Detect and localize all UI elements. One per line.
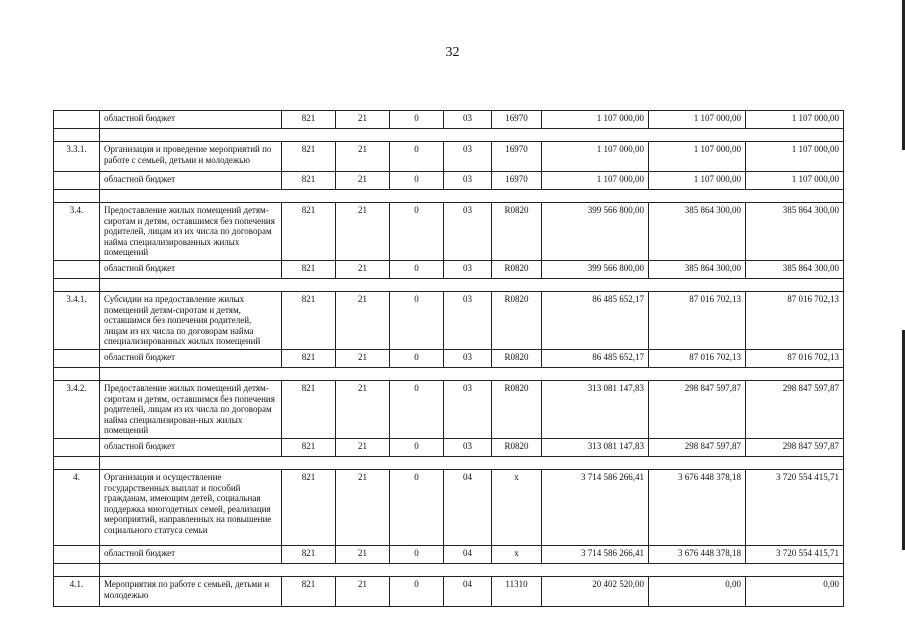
gap-cell bbox=[542, 129, 649, 142]
row-number: 3.4.1. bbox=[54, 292, 100, 350]
code-program: 21 bbox=[336, 261, 390, 279]
gap-cell bbox=[336, 279, 390, 292]
table-row-budget bbox=[54, 350, 844, 368]
code-event: 03 bbox=[444, 350, 492, 368]
gap-cell bbox=[336, 564, 390, 577]
code-direction: x bbox=[492, 546, 542, 564]
gap-cell bbox=[649, 564, 746, 577]
gap-cell bbox=[746, 129, 844, 142]
code-subprogram: 0 bbox=[390, 111, 444, 129]
row-number: 3.3.1. bbox=[54, 142, 100, 172]
code-direction: R0820 bbox=[492, 381, 542, 439]
code-subprogram: 0 bbox=[390, 381, 444, 439]
gap-cell bbox=[492, 129, 542, 142]
gap-cell bbox=[100, 564, 282, 577]
code-event: 04 bbox=[444, 546, 492, 564]
gap-cell bbox=[54, 457, 100, 470]
amount-year-1: 3 714 586 266,41 bbox=[542, 470, 649, 546]
code-direction: 16970 bbox=[492, 172, 542, 190]
amount-year-2: 1 107 000,00 bbox=[649, 111, 746, 129]
amount-year-3: 87 016 702,13 bbox=[746, 350, 844, 368]
amount-year-1: 86 485 652,17 bbox=[542, 292, 649, 350]
gap-cell bbox=[649, 457, 746, 470]
gap-cell bbox=[649, 190, 746, 203]
gap-cell bbox=[54, 279, 100, 292]
code-ministry: 821 bbox=[282, 203, 336, 261]
page-number: 32 bbox=[445, 45, 460, 60]
row-name: Организация и осуществление государственных выплат и пособий гражданам, имеющим детей, социальная поддержка многодетных семей, реализация мероприятий, направленных на повышение социального статуса семьи bbox=[100, 470, 282, 546]
row-number: 4. bbox=[54, 470, 100, 546]
code-subprogram: 0 bbox=[390, 470, 444, 546]
row-number bbox=[54, 350, 100, 368]
amount-year-1: 313 081 147,83 bbox=[542, 381, 649, 439]
gap-cell bbox=[282, 190, 336, 203]
code-program: 21 bbox=[336, 111, 390, 129]
amount-year-3: 1 107 000,00 bbox=[746, 142, 844, 172]
code-program: 21 bbox=[336, 546, 390, 564]
table-row-budget bbox=[54, 546, 844, 564]
code-subprogram: 0 bbox=[390, 261, 444, 279]
code-program: 21 bbox=[336, 470, 390, 546]
row-gap bbox=[54, 457, 844, 470]
code-direction: x bbox=[492, 470, 542, 546]
row-number bbox=[54, 111, 100, 129]
gap-cell bbox=[100, 279, 282, 292]
table-row bbox=[54, 203, 844, 261]
amount-year-2: 298 847 597,87 bbox=[649, 439, 746, 457]
code-subprogram: 0 bbox=[390, 292, 444, 350]
amount-year-3: 3 720 554 415,71 bbox=[746, 546, 844, 564]
amount-year-2: 385 864 300,00 bbox=[649, 261, 746, 279]
amount-year-2: 87 016 702,13 bbox=[649, 350, 746, 368]
gap-cell bbox=[542, 564, 649, 577]
gap-cell bbox=[282, 457, 336, 470]
gap-cell bbox=[282, 368, 336, 381]
amount-year-3: 87 016 702,13 bbox=[746, 292, 844, 350]
amount-year-2: 0,00 bbox=[649, 577, 746, 607]
gap-cell bbox=[492, 368, 542, 381]
row-name: Мероприятия по работе с семьей, детьми и молодежью bbox=[100, 577, 282, 607]
code-ministry: 821 bbox=[282, 577, 336, 607]
gap-cell bbox=[444, 190, 492, 203]
row-name: Предоставление жилых помещений детям-сиротам и детям, оставшимся без попечения родителей, лицам из их числа по договорам найма специализирован-ных жилых помещений bbox=[100, 381, 282, 439]
amount-year-1: 313 081 147,83 bbox=[542, 439, 649, 457]
code-subprogram: 0 bbox=[390, 439, 444, 457]
code-program: 21 bbox=[336, 142, 390, 172]
code-event: 04 bbox=[444, 577, 492, 607]
gap-cell bbox=[282, 564, 336, 577]
amount-year-1: 1 107 000,00 bbox=[542, 142, 649, 172]
table-row bbox=[54, 292, 844, 350]
code-program: 21 bbox=[336, 381, 390, 439]
row-name: Предоставление жилых помещений детям-сиротам и детям, оставшимся без попечения родителей, лицам из их числа по договорам найма специализированных жилых помещений bbox=[100, 203, 282, 261]
gap-cell bbox=[649, 368, 746, 381]
gap-cell bbox=[492, 457, 542, 470]
gap-cell bbox=[100, 457, 282, 470]
table-row-budget bbox=[54, 111, 844, 129]
amount-year-2: 298 847 597,87 bbox=[649, 381, 746, 439]
row-name: областной бюджет bbox=[100, 111, 282, 129]
amount-year-2: 1 107 000,00 bbox=[649, 172, 746, 190]
amount-year-3: 385 864 300,00 bbox=[746, 203, 844, 261]
code-direction: 16970 bbox=[492, 111, 542, 129]
code-ministry: 821 bbox=[282, 111, 336, 129]
code-ministry: 821 bbox=[282, 350, 336, 368]
amount-year-1: 86 485 652,17 bbox=[542, 350, 649, 368]
amount-year-2: 3 676 448 378,18 bbox=[649, 546, 746, 564]
code-ministry: 821 bbox=[282, 439, 336, 457]
code-ministry: 821 bbox=[282, 546, 336, 564]
amount-year-1: 1 107 000,00 bbox=[542, 172, 649, 190]
gap-cell bbox=[54, 190, 100, 203]
code-event: 04 bbox=[444, 470, 492, 546]
gap-cell bbox=[390, 457, 444, 470]
code-program: 21 bbox=[336, 439, 390, 457]
gap-cell bbox=[746, 279, 844, 292]
code-direction: R0820 bbox=[492, 350, 542, 368]
code-event: 03 bbox=[444, 381, 492, 439]
gap-cell bbox=[282, 129, 336, 142]
code-direction: 11310 bbox=[492, 577, 542, 607]
gap-cell bbox=[54, 368, 100, 381]
row-gap bbox=[54, 368, 844, 381]
row-name: областной бюджет bbox=[100, 172, 282, 190]
code-program: 21 bbox=[336, 292, 390, 350]
gap-cell bbox=[492, 564, 542, 577]
table-row-budget bbox=[54, 261, 844, 279]
code-ministry: 821 bbox=[282, 470, 336, 546]
gap-cell bbox=[542, 279, 649, 292]
code-program: 21 bbox=[336, 350, 390, 368]
table-row bbox=[54, 470, 844, 546]
gap-cell bbox=[444, 564, 492, 577]
amount-year-1: 399 566 800,00 bbox=[542, 261, 649, 279]
code-event: 03 bbox=[444, 172, 492, 190]
gap-cell bbox=[746, 190, 844, 203]
row-name: областной бюджет bbox=[100, 439, 282, 457]
row-number bbox=[54, 172, 100, 190]
table-row bbox=[54, 142, 844, 172]
amount-year-3: 1 107 000,00 bbox=[746, 111, 844, 129]
gap-cell bbox=[282, 279, 336, 292]
row-number bbox=[54, 439, 100, 457]
gap-cell bbox=[54, 129, 100, 142]
gap-cell bbox=[492, 190, 542, 203]
row-gap bbox=[54, 190, 844, 203]
amount-year-2: 1 107 000,00 bbox=[649, 142, 746, 172]
code-subprogram: 0 bbox=[390, 546, 444, 564]
gap-cell bbox=[390, 129, 444, 142]
code-direction: R0820 bbox=[492, 261, 542, 279]
amount-year-1: 3 714 586 266,41 bbox=[542, 546, 649, 564]
gap-cell bbox=[542, 368, 649, 381]
amount-year-1: 399 566 800,00 bbox=[542, 203, 649, 261]
row-number: 4.1. bbox=[54, 577, 100, 607]
code-program: 21 bbox=[336, 577, 390, 607]
amount-year-2: 385 864 300,00 bbox=[649, 203, 746, 261]
amount-year-2: 87 016 702,13 bbox=[649, 292, 746, 350]
code-ministry: 821 bbox=[282, 172, 336, 190]
row-name: областной бюджет bbox=[100, 546, 282, 564]
table-row-budget bbox=[54, 439, 844, 457]
code-direction: 16970 bbox=[492, 142, 542, 172]
gap-cell bbox=[542, 190, 649, 203]
budget-table bbox=[53, 110, 844, 607]
code-direction: R0820 bbox=[492, 203, 542, 261]
code-event: 03 bbox=[444, 203, 492, 261]
gap-cell bbox=[746, 564, 844, 577]
table-row bbox=[54, 381, 844, 439]
gap-cell bbox=[444, 129, 492, 142]
amount-year-3: 298 847 597,87 bbox=[746, 381, 844, 439]
code-ministry: 821 bbox=[282, 142, 336, 172]
row-name: Субсидии на предоставление жилых помещений детям-сиротам и детям, оставшимся без попечения родителей, лицам из их числа по договорам найма специализированных жилых помещений bbox=[100, 292, 282, 350]
code-program: 21 bbox=[336, 172, 390, 190]
amount-year-1: 20 402 520,00 bbox=[542, 577, 649, 607]
row-number bbox=[54, 546, 100, 564]
gap-cell bbox=[54, 564, 100, 577]
budget-table-body bbox=[54, 111, 844, 607]
code-event: 03 bbox=[444, 261, 492, 279]
gap-cell bbox=[390, 564, 444, 577]
row-name: областной бюджет bbox=[100, 261, 282, 279]
row-number bbox=[54, 261, 100, 279]
row-name: областной бюджет bbox=[100, 350, 282, 368]
code-subprogram: 0 bbox=[390, 203, 444, 261]
gap-cell bbox=[100, 190, 282, 203]
gap-cell bbox=[649, 129, 746, 142]
row-gap bbox=[54, 279, 844, 292]
code-event: 03 bbox=[444, 142, 492, 172]
gap-cell bbox=[390, 368, 444, 381]
gap-cell bbox=[100, 129, 282, 142]
code-subprogram: 0 bbox=[390, 577, 444, 607]
gap-cell bbox=[336, 129, 390, 142]
gap-cell bbox=[444, 279, 492, 292]
gap-cell bbox=[444, 368, 492, 381]
code-ministry: 821 bbox=[282, 292, 336, 350]
amount-year-1: 1 107 000,00 bbox=[542, 111, 649, 129]
code-subprogram: 0 bbox=[390, 172, 444, 190]
code-event: 03 bbox=[444, 439, 492, 457]
code-ministry: 821 bbox=[282, 381, 336, 439]
row-gap bbox=[54, 129, 844, 142]
amount-year-3: 385 864 300,00 bbox=[746, 261, 844, 279]
row-name: Организация и проведение мероприятий по работе с семьей, детьми и молодежью bbox=[100, 142, 282, 172]
gap-cell bbox=[390, 190, 444, 203]
table-row bbox=[54, 577, 844, 607]
row-number: 3.4.2. bbox=[54, 381, 100, 439]
gap-cell bbox=[336, 368, 390, 381]
table-row-budget bbox=[54, 172, 844, 190]
gap-cell bbox=[492, 279, 542, 292]
amount-year-3: 298 847 597,87 bbox=[746, 439, 844, 457]
gap-cell bbox=[390, 279, 444, 292]
code-event: 03 bbox=[444, 111, 492, 129]
code-event: 03 bbox=[444, 292, 492, 350]
amount-year-3: 0,00 bbox=[746, 577, 844, 607]
code-ministry: 821 bbox=[282, 261, 336, 279]
gap-cell bbox=[336, 190, 390, 203]
code-direction: R0820 bbox=[492, 292, 542, 350]
code-program: 21 bbox=[336, 203, 390, 261]
code-subprogram: 0 bbox=[390, 142, 444, 172]
code-direction: R0820 bbox=[492, 439, 542, 457]
row-number: 3.4. bbox=[54, 203, 100, 261]
amount-year-3: 1 107 000,00 bbox=[746, 172, 844, 190]
gap-cell bbox=[336, 457, 390, 470]
gap-cell bbox=[649, 279, 746, 292]
gap-cell bbox=[746, 368, 844, 381]
row-gap bbox=[54, 564, 844, 577]
amount-year-3: 3 720 554 415,71 bbox=[746, 470, 844, 546]
gap-cell bbox=[444, 457, 492, 470]
code-subprogram: 0 bbox=[390, 350, 444, 368]
gap-cell bbox=[542, 457, 649, 470]
gap-cell bbox=[746, 457, 844, 470]
gap-cell bbox=[100, 368, 282, 381]
amount-year-2: 3 676 448 378,18 bbox=[649, 470, 746, 546]
